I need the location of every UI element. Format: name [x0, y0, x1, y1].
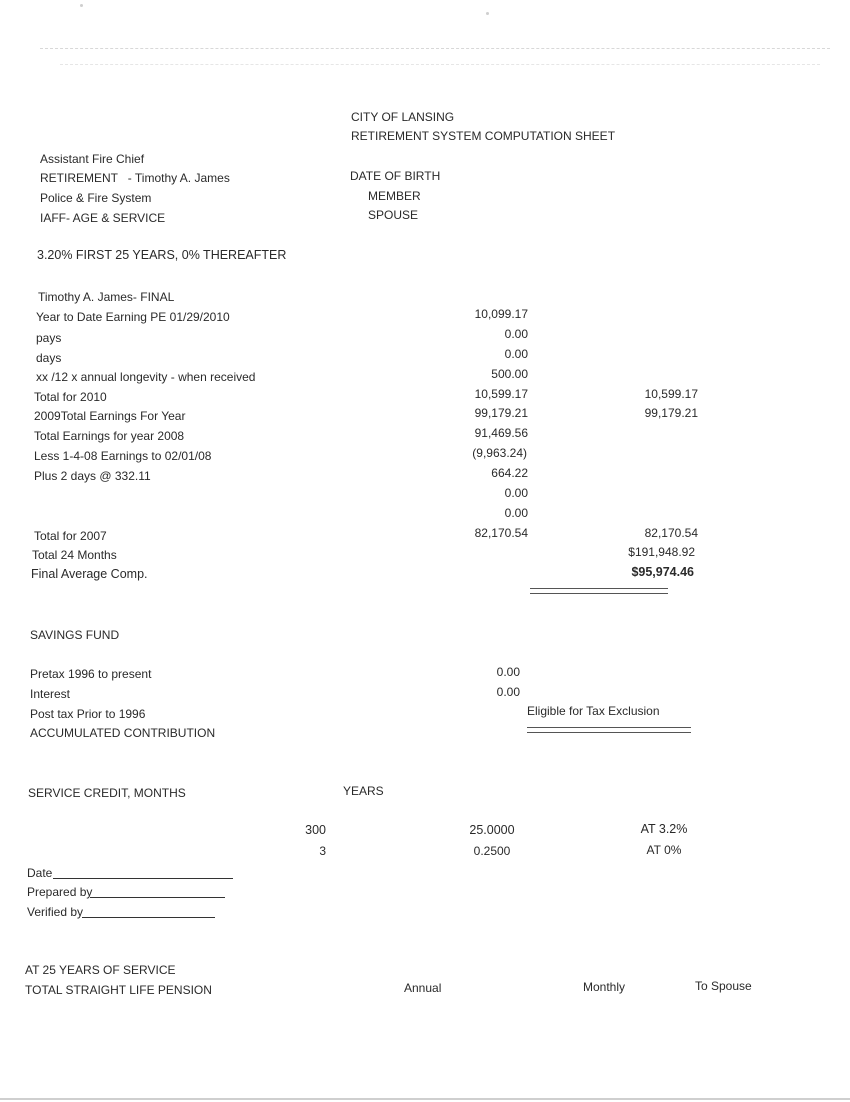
earnings-row-label: Year to Date Earning PE 01/29/2010 — [36, 310, 230, 324]
pretax-value: 0.00 — [496, 665, 520, 679]
earnings-row-label: days — [36, 351, 62, 365]
earnings-row-label: Plus 2 days @ 332.11 — [34, 469, 151, 483]
interest-label: Interest — [30, 687, 71, 701]
verified-by-label: Verified by — [27, 905, 84, 919]
earnings-heading: Timothy A. James- FINAL — [38, 290, 175, 304]
date-label: Date — [27, 866, 53, 880]
scan-artifact-line — [40, 48, 830, 49]
member-position: Assistant Fire Chief — [40, 152, 145, 166]
earnings-row-amount: 82,170.54 — [474, 526, 528, 540]
earnings-row-label: Total for 2010 — [34, 390, 107, 404]
to-spouse-column-label: To Spouse — [695, 979, 752, 993]
sheet-title: RETIREMENT SYSTEM COMPUTATION SHEET — [351, 129, 616, 143]
date-signature-line — [53, 878, 233, 879]
scan-speck — [486, 12, 489, 15]
prepared-by-signature-line — [90, 897, 225, 898]
earnings-row-amount: 10,599.17 — [474, 387, 528, 401]
double-underline — [530, 588, 668, 594]
retirement-name: RETIREMENT - Timothy A. James — [40, 171, 230, 185]
earnings-row-amount: 500.00 — [491, 367, 528, 381]
savings-fund-heading: SAVINGS FUND — [30, 628, 120, 642]
service-rate-value: AT 3.2% — [640, 822, 688, 836]
earnings-row-label: 2009Total Earnings For Year — [34, 409, 186, 423]
tax-exclusion-label: Eligible for Tax Exclusion — [527, 704, 660, 718]
accumulated-contribution-label: ACCUMULATED CONTRIBUTION — [30, 726, 216, 740]
earnings-row-amount: 664.22 — [491, 466, 528, 480]
interest-value: 0.00 — [496, 685, 520, 699]
earnings-row-total: 10,599.17 — [644, 387, 698, 401]
final-average-comp-label: Final Average Comp. — [31, 567, 148, 581]
earnings-row-amount: 91,469.56 — [474, 426, 528, 440]
dob-label: DATE OF BIRTH — [350, 169, 441, 183]
service-years-value: 25.0000 — [469, 823, 515, 837]
dob-spouse-label: SPOUSE — [368, 208, 419, 222]
verified-by-signature-line — [82, 917, 215, 918]
years-of-service-line: AT 25 YEARS OF SERVICE — [25, 963, 176, 977]
earnings-row-amount: 0.00 — [504, 486, 528, 500]
earnings-row-label: pays — [36, 331, 62, 345]
scan-artifact-line — [60, 64, 820, 65]
service-credit-months-label: SERVICE CREDIT, MONTHS — [28, 786, 186, 800]
benefit-formula: 3.20% FIRST 25 YEARS, 0% THEREAFTER — [37, 248, 287, 262]
total-24-months-label: Total 24 Months — [32, 548, 117, 562]
city-title: CITY OF LANSING — [351, 110, 455, 124]
prepared-by-label: Prepared by — [27, 885, 93, 899]
earnings-row-total: 82,170.54 — [644, 526, 698, 540]
earnings-row-total: 99,179.21 — [644, 406, 698, 420]
service-years-label: YEARS — [343, 784, 384, 798]
service-months-value: 3 — [319, 844, 326, 858]
pretax-label: Pretax 1996 to present — [30, 667, 152, 681]
straight-life-pension-label: TOTAL STRAIGHT LIFE PENSION — [25, 983, 212, 997]
retirement-plan: IAFF- AGE & SERVICE — [40, 211, 166, 225]
service-months-value: 300 — [305, 823, 326, 837]
earnings-row-amount: 0.00 — [504, 506, 528, 520]
retirement-system: Police & Fire System — [40, 191, 152, 205]
earnings-row-label: xx /12 x annual longevity - when received — [36, 370, 256, 384]
final-average-comp-value: $95,974.46 — [631, 565, 694, 579]
scan-speck — [80, 4, 83, 7]
dob-member-label: MEMBER — [368, 189, 421, 203]
monthly-column-label: Monthly — [583, 980, 626, 994]
total-24-months-value: $191,948.92 — [628, 545, 695, 559]
earnings-row-amount: 0.00 — [504, 327, 528, 341]
earnings-row-label: Total for 2007 — [34, 529, 107, 543]
service-years-value: 0.2500 — [473, 844, 511, 858]
earnings-row-amount: 0.00 — [504, 347, 528, 361]
earnings-row-amount: 10,099.17 — [474, 307, 528, 321]
service-rate-value: AT 0% — [646, 843, 682, 857]
page-bottom-edge — [0, 1098, 850, 1100]
earnings-row-amount: (9,963.24) — [472, 446, 527, 460]
double-underline — [527, 727, 691, 733]
earnings-row-label: Total Earnings for year 2008 — [34, 429, 185, 443]
post-tax-label: Post tax Prior to 1996 — [30, 707, 146, 721]
earnings-row-amount: 99,179.21 — [474, 406, 528, 420]
annual-column-label: Annual — [404, 981, 442, 995]
earnings-row-label: Less 1-4-08 Earnings to 02/01/08 — [34, 449, 212, 463]
